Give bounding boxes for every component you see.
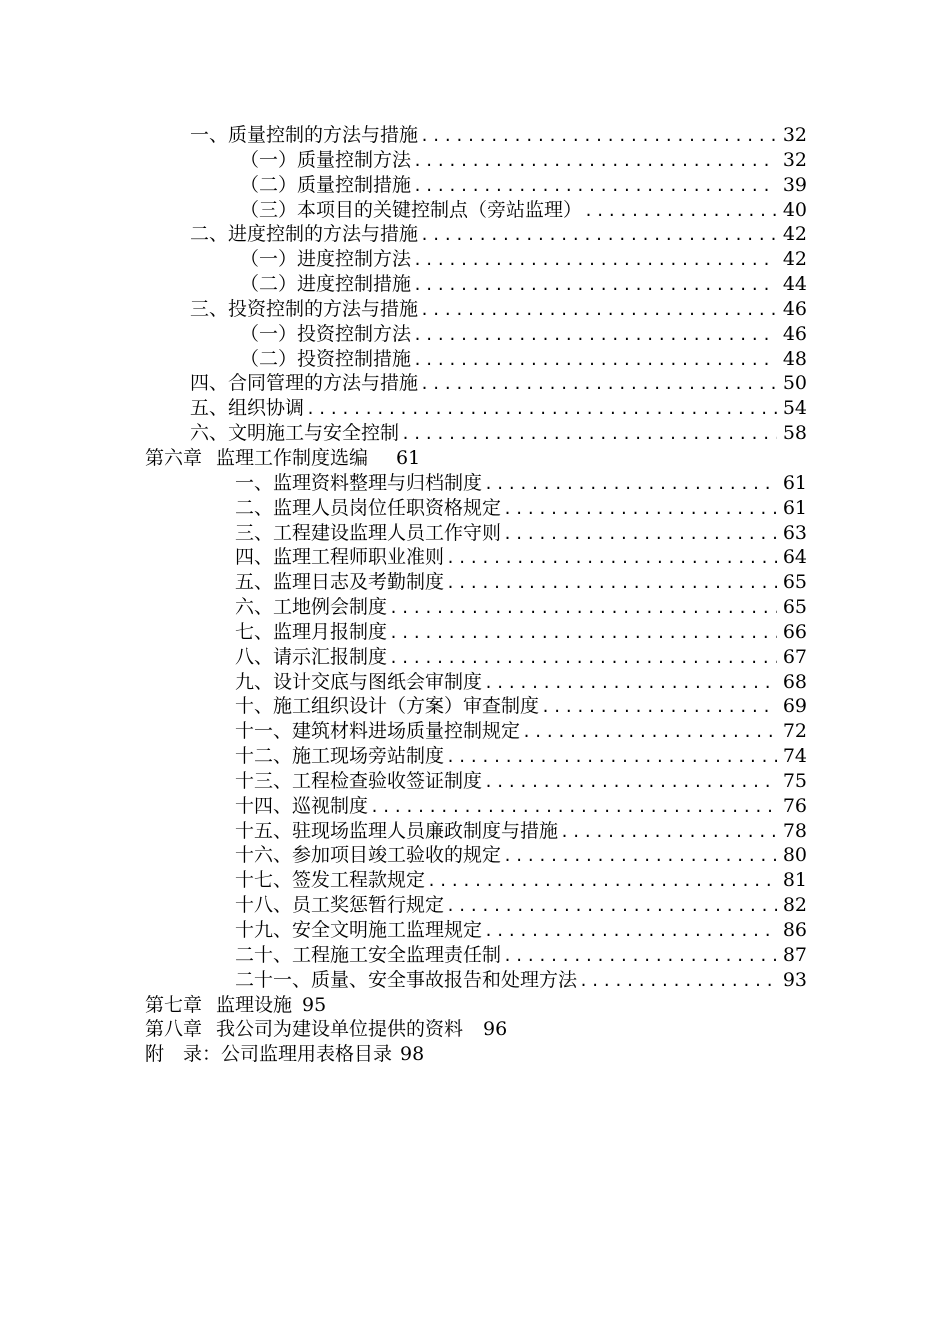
toc-entry[interactable]: [145, 843, 807, 868]
toc-entry-title: （一）进度控制方法: [240, 248, 412, 271]
toc-entry-title: 九、设计交底与图纸会审制度: [235, 670, 483, 693]
toc-entry-title: 十三、工程检查验收签证制度: [235, 769, 483, 792]
toc-entry-title: 六、文明施工与安全控制: [190, 422, 400, 445]
toc-entry[interactable]: [145, 496, 807, 521]
chapter-title: 监理设施: [216, 993, 293, 1016]
toc-entry[interactable]: [145, 670, 807, 695]
toc-entry-title: 十九、安全文明施工监理规定: [235, 919, 483, 941]
toc-leader-dots: [370, 795, 777, 820]
toc-entry-title: 五、监理日志及考勤制度: [235, 571, 445, 594]
toc-entry[interactable]: [145, 570, 807, 595]
toc-entry-title: 三、工程建设监理人员工作守则: [235, 521, 502, 544]
appendix-title: 公司监理用表格目录: [221, 1043, 393, 1066]
toc-entry-page: 32: [782, 124, 807, 146]
toc-entry-title: 四、合同管理的方法与措施: [190, 372, 419, 395]
toc-entry-page: 66: [782, 620, 807, 643]
toc-leader-dots: [446, 571, 777, 596]
toc-entry[interactable]: [145, 769, 807, 794]
toc-entry-page: 54: [782, 397, 807, 420]
toc-chapter-6[interactable]: [145, 446, 807, 471]
toc-leader-dots: [306, 397, 777, 422]
toc-entry-title: 二十一、质量、安全事故报告和处理方法: [235, 968, 578, 991]
toc-entry-page: 86: [782, 919, 807, 941]
toc-entry[interactable]: [145, 222, 807, 247]
toc-entry[interactable]: [145, 322, 807, 347]
toc-entry-page: 69: [782, 695, 807, 718]
toc-leader-dots: [427, 869, 777, 894]
toc-entry-title: 十一、建筑材料进场质量控制规定: [235, 720, 521, 743]
toc-leader-dots: [503, 944, 777, 969]
toc-leader-dots: [584, 199, 777, 224]
toc-entry-page: 46: [782, 297, 807, 320]
toc-entry[interactable]: [145, 868, 807, 893]
toc-leader-dots: [401, 422, 777, 447]
toc-entry[interactable]: [145, 968, 807, 993]
toc-entry-page: 63: [782, 521, 807, 544]
appendix-label: 附 录：: [145, 1043, 222, 1066]
toc-entry[interactable]: [145, 272, 807, 297]
toc-entry[interactable]: [145, 645, 807, 670]
chapter-title: 监理工作制度选编: [216, 446, 369, 469]
toc-leader-dots: [413, 248, 777, 273]
toc-entry-page: 44: [782, 273, 807, 296]
appendix-page: 98: [400, 1043, 425, 1066]
toc-entry-page: 82: [782, 894, 807, 917]
toc-entry-page: 58: [782, 422, 807, 445]
toc-entry[interactable]: [145, 371, 807, 396]
table-of-contents: [145, 123, 807, 1067]
toc-entry[interactable]: [145, 297, 807, 322]
toc-leader-dots: [413, 149, 777, 174]
toc-entry-title: 一、质量控制的方法与措施: [190, 124, 419, 146]
toc-entry-page: 48: [782, 347, 807, 370]
toc-entry[interactable]: [145, 794, 807, 819]
toc-entry[interactable]: [145, 247, 807, 272]
toc-entry-title: 十二、施工现场旁站制度: [235, 745, 445, 768]
toc-leader-dots: [541, 695, 777, 720]
toc-entry-title: （二）进度控制措施: [240, 273, 412, 296]
toc-entry-title: 二、进度控制的方法与措施: [190, 223, 419, 246]
toc-leader-dots: [446, 894, 777, 919]
toc-entry-page: 42: [782, 248, 807, 271]
toc-entry[interactable]: [145, 421, 807, 446]
toc-appendix[interactable]: [145, 1042, 807, 1067]
toc-entry-page: 61: [782, 471, 807, 494]
toc-leader-dots: [389, 596, 777, 621]
toc-entry-title: 四、监理工程师职业准则: [235, 546, 445, 569]
chapter-page: 61: [396, 446, 421, 469]
toc-entry[interactable]: [145, 347, 807, 372]
toc-leader-dots: [420, 372, 777, 397]
toc-entry-title: （一）质量控制方法: [240, 148, 412, 171]
toc-leader-dots: [420, 124, 777, 149]
toc-leader-dots: [446, 546, 777, 571]
toc-entry-title: 七、监理月报制度: [235, 620, 388, 643]
toc-entry-page: 81: [782, 869, 807, 892]
toc-entry-title: 十五、驻现场监理人员廉政制度与措施: [235, 819, 559, 842]
toc-leader-dots: [413, 273, 777, 298]
toc-entry-page: 40: [782, 198, 807, 221]
toc-entry[interactable]: [145, 694, 807, 719]
toc-entry-page: 75: [782, 769, 807, 792]
toc-entry[interactable]: [145, 595, 807, 620]
toc-entry-page: 80: [782, 844, 807, 867]
toc-chapter-7[interactable]: [145, 993, 807, 1018]
toc-entry[interactable]: [145, 719, 807, 744]
chapter-page: 96: [483, 1018, 508, 1041]
toc-leader-dots: [503, 844, 777, 869]
toc-leader-dots: [446, 745, 777, 770]
toc-leader-dots: [420, 223, 777, 248]
toc-entry-title: 十八、员工奖惩暂行规定: [235, 894, 445, 917]
toc-entry-page: 68: [782, 670, 807, 693]
toc-leader-dots: [503, 497, 777, 522]
toc-entry-page: 42: [782, 223, 807, 246]
chapter-page: 95: [302, 993, 327, 1016]
toc-leader-dots: [484, 770, 777, 795]
toc-entry-page: 32: [782, 148, 807, 171]
toc-entry[interactable]: [145, 819, 807, 844]
toc-leader-dots: [522, 720, 777, 745]
toc-entry-page: 67: [782, 645, 807, 668]
toc-entry-page: 65: [782, 596, 807, 619]
toc-entry-title: （二）投资控制措施: [240, 347, 412, 370]
toc-leader-dots: [413, 174, 777, 199]
toc-entry[interactable]: [145, 918, 807, 943]
toc-entry-title: 五、组织协调: [190, 397, 305, 420]
toc-entry[interactable]: [145, 173, 807, 198]
toc-leader-dots: [389, 621, 777, 646]
toc-leader-dots: [560, 820, 777, 845]
toc-entry-title: （一）投资控制方法: [240, 322, 412, 345]
toc-entry[interactable]: [145, 521, 807, 546]
toc-entry-title: 三、投资控制的方法与措施: [190, 297, 419, 320]
toc-entry-page: 65: [782, 571, 807, 594]
toc-entry-title: 二十、工程施工安全监理责任制: [235, 943, 502, 966]
toc-entry-page: 78: [782, 819, 807, 842]
toc-entry-page: 50: [782, 372, 807, 395]
toc-entry[interactable]: [145, 396, 807, 421]
toc-entry-page: 46: [782, 322, 807, 345]
toc-entry[interactable]: [145, 148, 807, 173]
toc-entry-title: 十、施工组织设计（方案）审查制度: [235, 695, 540, 718]
toc-entry[interactable]: [145, 471, 807, 496]
toc-chapter-8[interactable]: [145, 1017, 807, 1042]
toc-entry-page: 72: [782, 720, 807, 743]
toc-entry[interactable]: [145, 893, 807, 918]
toc-leader-dots: [389, 646, 777, 671]
toc-leader-dots: [413, 348, 777, 373]
toc-entry-title: 六、工地例会制度: [235, 596, 388, 619]
toc-leader-dots: [484, 671, 777, 696]
toc-entry-page: 64: [782, 546, 807, 569]
toc-leader-dots: [503, 522, 777, 547]
chapter-label: 第六章: [145, 446, 203, 469]
toc-entry-page: 93: [782, 968, 807, 991]
chapter-label: 第七章: [145, 993, 203, 1016]
toc-entry-title: 十四、巡视制度: [235, 794, 369, 817]
toc-entry-title: 十六、参加项目竣工验收的规定: [235, 844, 502, 867]
toc-entry[interactable]: [145, 620, 807, 645]
toc-leader-dots: [420, 298, 777, 323]
toc-entry-page: 61: [782, 496, 807, 519]
toc-entry[interactable]: [145, 943, 807, 968]
toc-entry-title: 二、监理人员岗位任职资格规定: [235, 496, 502, 519]
toc-entry-title: （二）质量控制措施: [240, 173, 412, 196]
toc-entry-page: 74: [782, 745, 807, 768]
toc-entry[interactable]: [145, 744, 807, 769]
toc-entry-title: （三）本项目的关键控制点（旁站监理）: [240, 198, 583, 221]
toc-entry-title: 十七、签发工程款规定: [235, 869, 426, 892]
toc-leader-dots: [484, 919, 777, 944]
toc-leader-dots: [413, 323, 777, 348]
toc-entry-title: 八、请示汇报制度: [235, 645, 388, 668]
toc-entry[interactable]: [145, 198, 807, 223]
toc-entry[interactable]: [145, 123, 807, 148]
chapter-label: 第八章: [145, 1018, 203, 1041]
chapter-title: 我公司为建设单位提供的资料: [216, 1018, 464, 1041]
toc-leader-dots: [484, 472, 777, 497]
toc-leader-dots: [579, 969, 777, 994]
toc-entry-title: 一、监理资料整理与归档制度: [235, 471, 483, 494]
toc-entry-page: 87: [782, 943, 807, 966]
toc-entry-page: 76: [782, 794, 807, 817]
toc-entry-page: 39: [782, 173, 807, 196]
toc-entry[interactable]: [145, 545, 807, 570]
